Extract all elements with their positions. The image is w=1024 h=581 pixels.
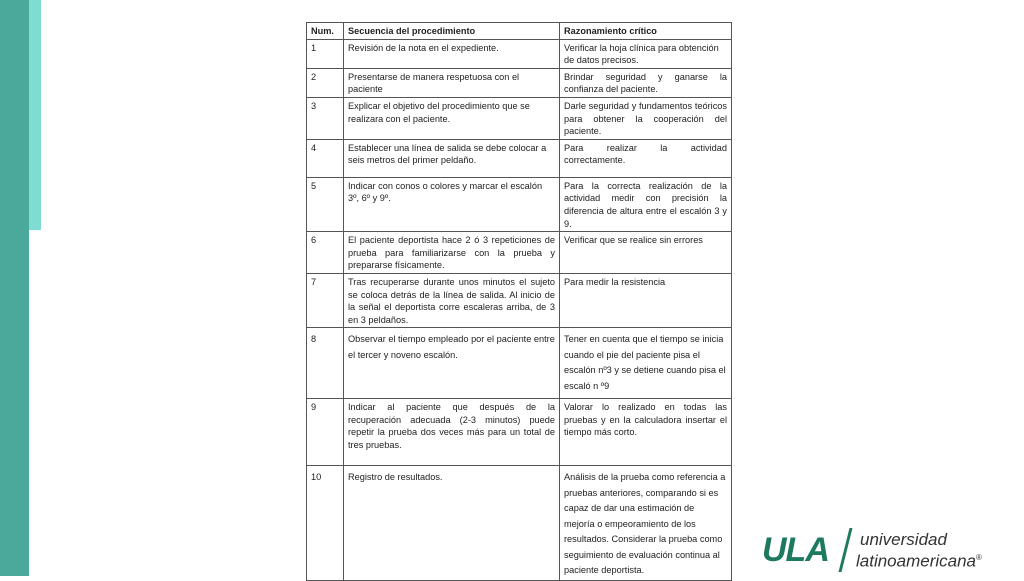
row-sequence: Registro de resultados. (344, 466, 560, 581)
row-num: 4 (307, 139, 344, 177)
row-num: 10 (307, 466, 344, 581)
row-sequence: Indicar al paciente que después de la recuperación adecuada (2-3 minutos) puede repetir la prueba dos veces más para un total de tres pruebas. (344, 399, 560, 466)
logo-separator (839, 528, 853, 572)
table-row (307, 273, 732, 327)
row-reasoning: Para realizar la actividad correctamente. (560, 139, 732, 177)
row-num: 8 (307, 328, 344, 399)
row-num: 2 (307, 68, 344, 97)
row-num: 1 (307, 39, 344, 68)
row-reasoning: Valorar lo realizado en todas las pruebas y en la calculadora insertar el tiempo más corto. (560, 399, 732, 466)
row-sequence: Indicar con conos o colores y marcar el escalón 3º, 6º y 9º. (344, 177, 560, 231)
header-sequence: Secuencia del procedimiento (344, 23, 560, 40)
row-reasoning: Para medir la resistencia (560, 273, 732, 327)
row-num: 5 (307, 177, 344, 231)
left-accent-bar (0, 0, 29, 576)
row-reasoning: Brindar seguridad y ganarse la confianza del paciente. (560, 68, 732, 97)
logo-word-latinoamericana (856, 548, 982, 571)
table-row (307, 68, 732, 97)
table-row (307, 97, 732, 139)
header-num: Num. (307, 23, 344, 40)
logo-line2-text: latinoamericana (856, 551, 977, 571)
ula-logo (762, 528, 994, 572)
row-reasoning: Para la correcta realización de la actividad medir con precisión la diferencia de altura entre el escalón 3 y 9. (560, 177, 732, 231)
table-row (307, 466, 732, 581)
table-row (307, 139, 732, 177)
table-header-row (307, 23, 732, 40)
table-row (307, 177, 732, 231)
row-sequence: Explicar el objetivo del procedimiento que se realizara con el paciente. (344, 97, 560, 139)
row-reasoning: Tener en cuenta que el tiempo se inicia cuando el pie del paciente pisa el escalón nº3 y se detiene cuando pisa el escaló n º9 (560, 328, 732, 399)
row-reasoning: Verificar que se realice sin errores (560, 232, 732, 274)
row-reasoning: Darle seguridad y fundamentos teóricos para obtener la cooperación del paciente. (560, 97, 732, 139)
table-row (307, 39, 732, 68)
registered-mark: ® (976, 553, 982, 562)
row-sequence: Tras recuperarse durante unos minutos el sujeto se coloca detrás de la línea de salida. Al inicio de la señal el deportista corre escaleras arriba, de 3 en 3 peldaños. (344, 273, 560, 327)
logo-word-universidad: universidad (860, 530, 947, 549)
row-sequence: Observar el tiempo empleado por el paciente entre el tercer y noveno escalón. (344, 328, 560, 399)
row-num: 9 (307, 399, 344, 466)
row-sequence: Presentarse de manera respetuosa con el paciente (344, 68, 560, 97)
row-reasoning: Verificar la hoja clínica para obtención de datos precisos. (560, 39, 732, 68)
table-row (307, 328, 732, 399)
row-sequence: Revisión de la nota en el expediente. (344, 39, 560, 68)
row-sequence: El paciente deportista hace 2 ó 3 repeticiones de prueba para familiarizarse con la prueba y prepararse físicamente. (344, 232, 560, 274)
row-reasoning: Análisis de la prueba como referencia a pruebas anteriores, comparando si es capaz de dar una estimación de mejoría o empeoramiento de los resultados. Considerar la prueba como seguimiento de evaluación continua al paciente deportista. (560, 466, 732, 581)
ula-logo-mark: ULA (762, 531, 829, 569)
table-row (307, 399, 732, 466)
header-reasoning: Razonamiento crítico (560, 23, 732, 40)
row-sequence: Establecer una línea de salida se debe colocar a seis metros del primer peldaño. (344, 139, 560, 177)
left-accent-bar-light (29, 0, 41, 230)
row-num: 7 (307, 273, 344, 327)
row-num: 6 (307, 232, 344, 274)
row-num: 3 (307, 97, 344, 139)
procedure-table (306, 22, 732, 581)
table-row (307, 232, 732, 274)
